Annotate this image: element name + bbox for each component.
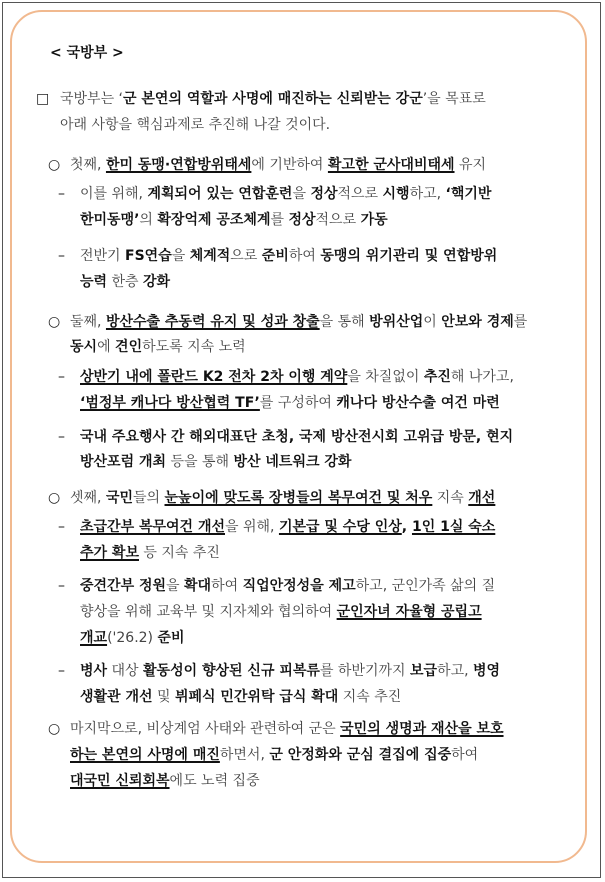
- circle-bullet: ○: [48, 314, 61, 330]
- circle-bullet: ○: [48, 157, 61, 173]
- s3-d3-line-1: – 병사 대상 활동성이 향상된 신규 피복류를 하반기까지 보급하고, 병영: [58, 663, 501, 679]
- s1-key-1: 한미 동맹·연합방위태세: [105, 157, 252, 173]
- intro-line-2: 아래 사항을 핵심과제로 추진해 나갈 것이다.: [60, 117, 331, 133]
- s2-d1-line-2: ‘범정부 캐나다 방산협력 TF’를 구성하여 캐나다 방산수출 여건 마련: [80, 395, 500, 411]
- s2-heading-line-1: ○ 둘째, 방산수출 추동력 유지 및 성과 창출을 통해 방위산업이 안보와 경제를: [48, 314, 528, 330]
- s3-heading: ○ 셋째, 국민들의 눈높이에 맞도록 장병들의 복무여건 및 처우 지속 개선: [48, 490, 496, 506]
- s3-d2-line-3: 개교('26.2) 준비: [80, 630, 185, 646]
- intro-line-1: [36, 90, 486, 108]
- s2-d1-line-1: – 상반기 내에 폴란드 K2 전차 2차 이행 계약을 차질없이 추진해 나가고,: [58, 369, 514, 385]
- dash-bullet: –: [58, 248, 65, 264]
- s2-d2-line-2: 방산포럼 개최 등을 통해 방산 네트워크 강화: [80, 454, 352, 470]
- s2-d2-line-1: – 국내 주요행사 간 해외대표단 초청, 국제 방산전시회 고위급 방문, 현지: [58, 429, 514, 445]
- intro-text: ’을 목표로: [422, 91, 486, 107]
- s3-d2-line-2: 향상을 위해 교육부 및 지자체와 협의하여 군인자녀 자율형 공립고: [80, 604, 482, 620]
- s3-d2-line-1: – 중견간부 정원을 확대하여 직업안정성을 제고하고, 군인가족 삶의 질: [58, 578, 496, 594]
- s1-d1-line-1: – 이를 위해, 계획되어 있는 연합훈련을 정상적으로 시행하고, ‘핵기반: [58, 186, 492, 202]
- intro-text: 국방부는 ‘: [60, 91, 123, 107]
- s4-line-2: 하는 본연의 사명에 매진하면서, 군 안정화와 군심 결집에 집중하여: [70, 747, 479, 763]
- s4-line-1: ○ 마지막으로, 비상계엄 사태와 관련하여 군은 국민의 생명과 재산을 보호: [48, 721, 504, 737]
- s1-heading: ○ 첫째, 한미 동맹·연합방위태세에 기반하여 확고한 군사대비태세 유지: [48, 157, 487, 173]
- s3-d1-line-1: – 초급간부 복무여건 개선을 위해, 기본급 및 수당 인상, 1인 1실 숙소: [58, 519, 496, 535]
- dash-bullet: –: [58, 578, 65, 594]
- intro-goal: 군 본연의 역할과 사명에 매진하는 신뢰받는 강군: [123, 91, 423, 107]
- dash-bullet: –: [58, 186, 65, 202]
- dash-bullet: –: [58, 369, 65, 385]
- s2-heading-line-2: 동시에 견인하도록 지속 노력: [70, 339, 246, 355]
- s1-d2-line-1: – 전반기 FS연습을 체계적으로 준비하여 동맹의 위기관리 및 연합방위: [58, 248, 498, 264]
- s1-key-2: 확고한 군사대비태세: [327, 157, 455, 173]
- s1-d2-line-2: 능력 한층 강화: [80, 274, 171, 290]
- s4-line-3: 대국민 신뢰회복에도 노력 집중: [70, 773, 260, 789]
- circle-bullet: ○: [48, 721, 61, 737]
- s3-d1-line-2: 추가 확보 등 지속 추진: [80, 545, 220, 561]
- s1-d1-line-2: 한미동맹’의 확장억제 공조체계를 정상적으로 가동: [80, 212, 388, 228]
- circle-bullet: ○: [48, 490, 61, 506]
- section-header: < 국방부 >: [50, 45, 124, 61]
- dash-bullet: –: [58, 663, 65, 679]
- square-bullet: □: [36, 91, 50, 107]
- s3-d3-line-2: 생활관 개선 및 뷔페식 민간위탁 급식 확대 지속 추진: [80, 689, 402, 705]
- dash-bullet: –: [58, 519, 65, 535]
- dash-bullet: –: [58, 429, 65, 445]
